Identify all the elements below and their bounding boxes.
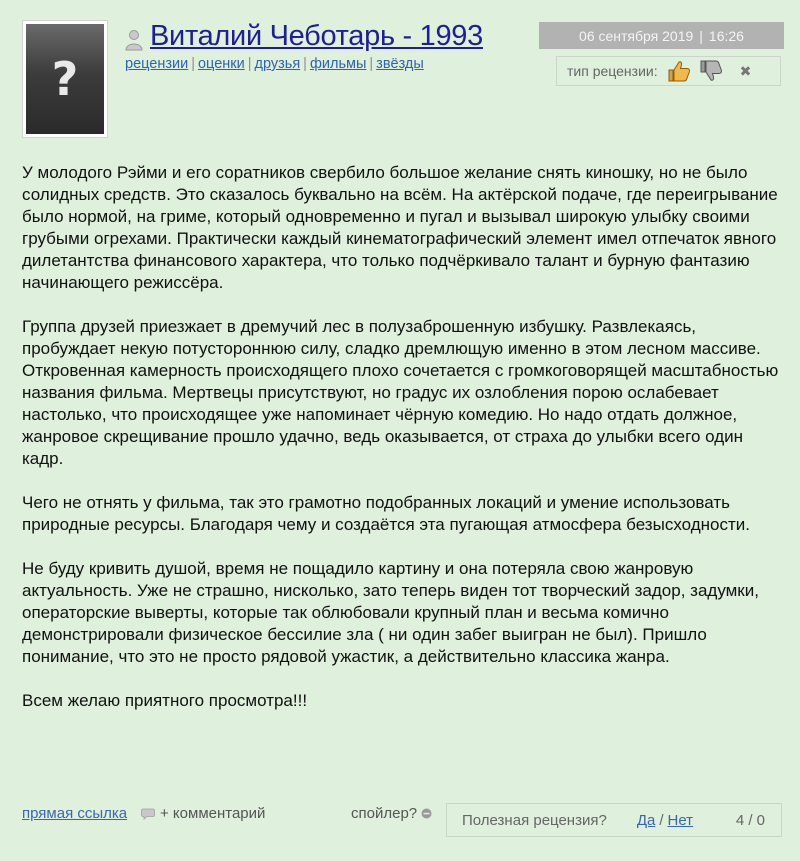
- date-separator: |: [699, 27, 703, 44]
- link-friends[interactable]: друзья: [254, 56, 301, 72]
- review-paragraph: Группа друзей приезжает в дремучий лес в полузаброшенную избушку. Развлекаясь, пробуждает некую потустороннюю силу, сладко дремлющую именно в этом лесном массиве. Откровенная камерность происходящего плохо сочетается с громкоговорящей масштабностью названия фильма. Мертвецы присутствуют, но градус их озлобления порою ослабевает настолько, что происходящее уже напоминает чёрную комедию. Но надо отдать должное, жанровое скрещивание прошло удачно, ведь оказывается, от страха до улыбки всего один кадр.: [22, 317, 779, 468]
- spoiler-icon: [421, 808, 432, 819]
- avatar-placeholder: ?: [26, 24, 104, 134]
- link-films[interactable]: фильмы: [309, 56, 367, 72]
- link-stars[interactable]: звёзды: [376, 56, 424, 72]
- clear-type-icon[interactable]: ✖: [739, 62, 752, 79]
- thumbs-down-icon[interactable]: [698, 59, 724, 83]
- spoiler-label: спойлер?: [351, 805, 418, 822]
- useful-review-box: [446, 803, 782, 837]
- thumbs-up-icon[interactable]: [666, 59, 692, 83]
- avatar[interactable]: [22, 20, 108, 138]
- author-links: [125, 56, 424, 72]
- comment-icon: [141, 808, 155, 820]
- review-paragraph: У молодого Рэйми и его соратников свербило большое желание снять киношку, но не было солидных средств. Это сказалось буквально на всём. На актёрской подаче, где переигрывание было нормой, на гриме, который одновременно и пугал и вызывал широкую улыбку своими грубыми огрехами. Практически каждый кинематографический элемент имел отпечаток явного дилетантства финансового характера, что только подчёркивало талант и бурную фантазию начинающего режиссёра.: [22, 163, 778, 292]
- link-reviews[interactable]: рецензии: [125, 56, 189, 72]
- review-paragraph: Не буду кривить душой, время не пощадило картину и она потеряла свою жанровую актуальность. Уже не страшно, нисколько, зато теперь виден тот творческий задор, задумки, операторские выверты, которые так облюбовали крупный план и весьма комично демонстрировали физическое бессилие зла ( ни один забег выигран не был). Пришло понимание, что это не просто рядовой ужастик, а действительно классика жанра.: [22, 559, 759, 666]
- review-date-bar: [539, 22, 784, 49]
- vote-no-link[interactable]: Нет: [667, 811, 694, 829]
- review-text: [22, 162, 787, 734]
- review-time: 16:26: [708, 27, 744, 44]
- user-icon: [124, 29, 144, 51]
- link-separator: |: [369, 56, 374, 72]
- review-type-label: тип рецензии:: [567, 63, 658, 79]
- vote-yes-link[interactable]: Да: [636, 811, 656, 829]
- link-separator: |: [303, 56, 307, 72]
- review-paragraph: Чего не отнять у фильма, так это грамотно подобранных локаций и умение использовать природные ресурсы. Благодаря чему и создаётся эта пугающая атмосфера безысходности.: [22, 493, 750, 534]
- add-comment-button[interactable]: [141, 805, 265, 822]
- spoiler-toggle[interactable]: [351, 805, 432, 822]
- direct-link[interactable]: прямая ссылка: [22, 805, 128, 822]
- link-ratings[interactable]: оценки: [197, 56, 245, 72]
- vote-separator: /: [659, 811, 664, 829]
- vote-score: 4 / 0: [735, 811, 765, 829]
- add-comment-label: + комментарий: [160, 805, 266, 822]
- author-name-link[interactable]: Виталий Чеботарь - 1993: [150, 20, 483, 52]
- review-paragraph: Всем желаю приятного просмотра!!!: [22, 691, 308, 710]
- review-date: 06 сентября 2019: [579, 27, 694, 44]
- review-type-box: [556, 56, 781, 86]
- link-separator: |: [247, 56, 252, 72]
- useful-question: Полезная рецензия?: [462, 811, 607, 829]
- link-separator: |: [191, 56, 195, 72]
